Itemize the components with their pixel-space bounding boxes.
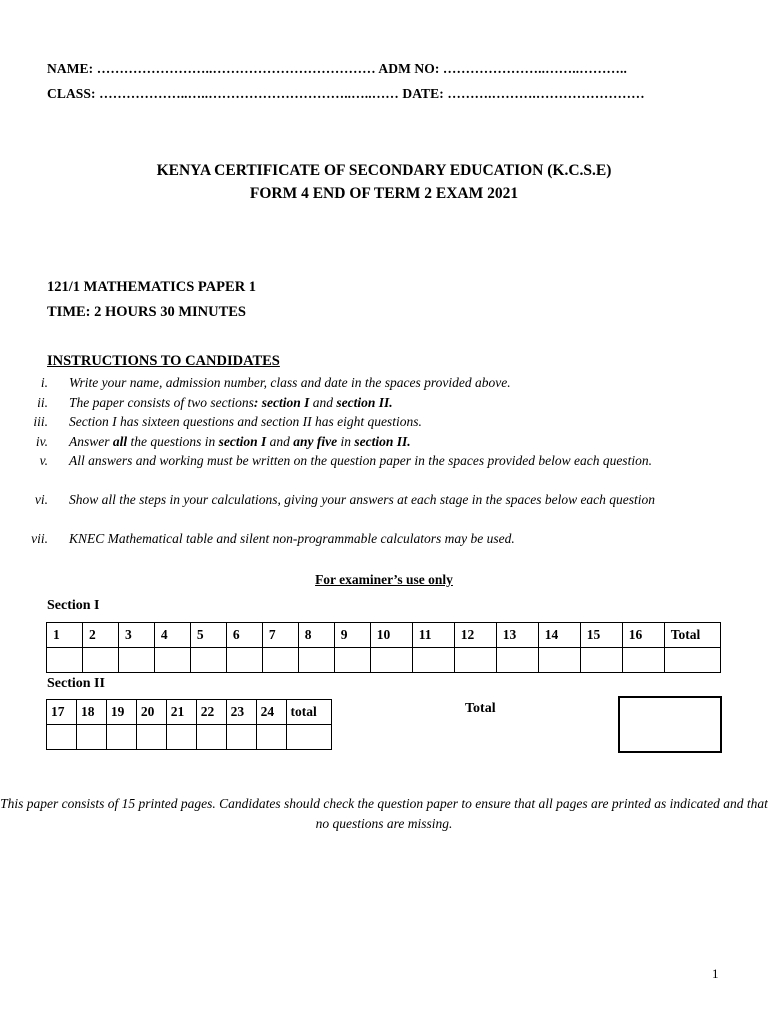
score-column-header: 4 xyxy=(154,623,190,648)
score-entry-cell[interactable] xyxy=(82,648,118,673)
score-column-header: 12 xyxy=(454,623,496,648)
score-entry-cell[interactable] xyxy=(262,648,298,673)
instruction-text: The paper consists of two sections: section I and section II. xyxy=(69,395,393,410)
score-header-row xyxy=(47,700,332,725)
score-column-header: 16 xyxy=(622,623,664,648)
score-entry-cell[interactable] xyxy=(334,648,370,673)
score-column-header: 10 xyxy=(370,623,412,648)
instruction-text: All answers and working must be written on the question paper in the spaces provided below each question. xyxy=(69,453,652,468)
score-entry-cell[interactable] xyxy=(226,648,262,673)
score-entry-row xyxy=(47,725,332,750)
instruction-number: vi. xyxy=(34,492,48,507)
score-entry-cell[interactable] xyxy=(454,648,496,673)
instruction-text: Section I has sixteen questions and section II has eight questions. xyxy=(69,414,422,429)
score-entry-cell[interactable] xyxy=(136,725,166,750)
score-column-header: 8 xyxy=(298,623,334,648)
page-count-note: This paper consists of 15 printed pages. Candidates should check the question paper to ensure that all pages are printed as indicated and that no questions are missing. xyxy=(0,796,768,831)
score-column-header: 17 xyxy=(47,700,77,725)
score-entry-cell[interactable] xyxy=(196,725,226,750)
score-column-header: 3 xyxy=(118,623,154,648)
instruction-text: KNEC Mathematical table and silent non-programmable calculators may be used. xyxy=(69,531,515,546)
paper-time: TIME: 2 HOURS 30 MINUTES xyxy=(47,304,246,320)
score-header-row xyxy=(47,623,721,648)
score-column-header: 11 xyxy=(412,623,454,648)
score-column-header: 5 xyxy=(190,623,226,648)
score-column-header: 1 xyxy=(47,623,83,648)
score-entry-row xyxy=(47,648,721,673)
class-date-line: CLASS: ………………..…..…………………………..…..…… DATE: ……….……….…………………… xyxy=(47,86,645,101)
score-entry-cell[interactable] xyxy=(286,725,332,750)
score-column-header: 22 xyxy=(196,700,226,725)
score-entry-cell[interactable] xyxy=(496,648,538,673)
instruction-number: i. xyxy=(40,375,48,390)
score-entry-cell[interactable] xyxy=(190,648,226,673)
page-number: 1 xyxy=(712,966,719,981)
score-column-header: 13 xyxy=(496,623,538,648)
score-entry-cell[interactable] xyxy=(154,648,190,673)
score-column-header: 15 xyxy=(580,623,622,648)
grand-total-label: Total xyxy=(465,701,496,716)
score-column-header: 6 xyxy=(226,623,262,648)
score-column-header: Total xyxy=(664,623,720,648)
score-entry-cell[interactable] xyxy=(166,725,196,750)
score-column-header: 20 xyxy=(136,700,166,725)
score-column-header: 9 xyxy=(334,623,370,648)
instruction-text: Answer all the questions in section I and any five in section II. xyxy=(69,434,411,449)
instruction-number: iv. xyxy=(35,434,48,449)
score-entry-cell[interactable] xyxy=(106,725,136,750)
section2-score-table xyxy=(46,699,332,750)
examiner-heading: For examiner’s use only xyxy=(315,572,453,587)
score-column-header: 21 xyxy=(166,700,196,725)
score-entry-cell[interactable] xyxy=(118,648,154,673)
section2-label: Section II xyxy=(47,676,105,691)
instruction-number: v. xyxy=(39,453,48,468)
score-entry-cell[interactable] xyxy=(47,725,77,750)
score-entry-cell[interactable] xyxy=(226,725,256,750)
name-adm-line: NAME: ……………………..……………………………… ADM NO: …………………..……..……….. xyxy=(47,61,627,76)
instruction-number: vii. xyxy=(31,531,48,546)
score-entry-cell[interactable] xyxy=(412,648,454,673)
grand-total-box[interactable] xyxy=(618,696,722,753)
score-entry-cell[interactable] xyxy=(622,648,664,673)
score-entry-cell[interactable] xyxy=(76,725,106,750)
instruction-text: Write your name, admission number, class and date in the spaces provided above. xyxy=(69,375,511,390)
score-column-header: 23 xyxy=(226,700,256,725)
section1-score-table xyxy=(46,622,721,673)
instruction-number: ii. xyxy=(37,395,48,410)
score-entry-cell[interactable] xyxy=(538,648,580,673)
score-column-header: 2 xyxy=(82,623,118,648)
score-column-header: 24 xyxy=(256,700,286,725)
paper-code: 121/1 MATHEMATICS PAPER 1 xyxy=(47,279,257,295)
score-entry-cell[interactable] xyxy=(664,648,720,673)
instruction-number: iii. xyxy=(33,414,48,429)
score-column-header: 7 xyxy=(262,623,298,648)
score-entry-cell[interactable] xyxy=(256,725,286,750)
instructions-heading: INSTRUCTIONS TO CANDIDATES xyxy=(47,353,280,369)
score-column-header: 14 xyxy=(538,623,580,648)
score-column-header: 18 xyxy=(76,700,106,725)
score-entry-cell[interactable] xyxy=(47,648,83,673)
score-entry-cell[interactable] xyxy=(580,648,622,673)
exam-title: KENYA CERTIFICATE OF SECONDARY EDUCATION (K.C.S.E) xyxy=(156,162,612,179)
score-column-header: 19 xyxy=(106,700,136,725)
exam-subtitle: FORM 4 END OF TERM 2 EXAM 2021 xyxy=(249,185,519,202)
score-entry-cell[interactable] xyxy=(298,648,334,673)
instruction-text: Show all the steps in your calculations, giving your answers at each stage in the spaces below each question xyxy=(69,492,656,507)
section1-label: Section I xyxy=(47,598,100,613)
score-column-header: total xyxy=(286,700,332,725)
score-entry-cell[interactable] xyxy=(370,648,412,673)
